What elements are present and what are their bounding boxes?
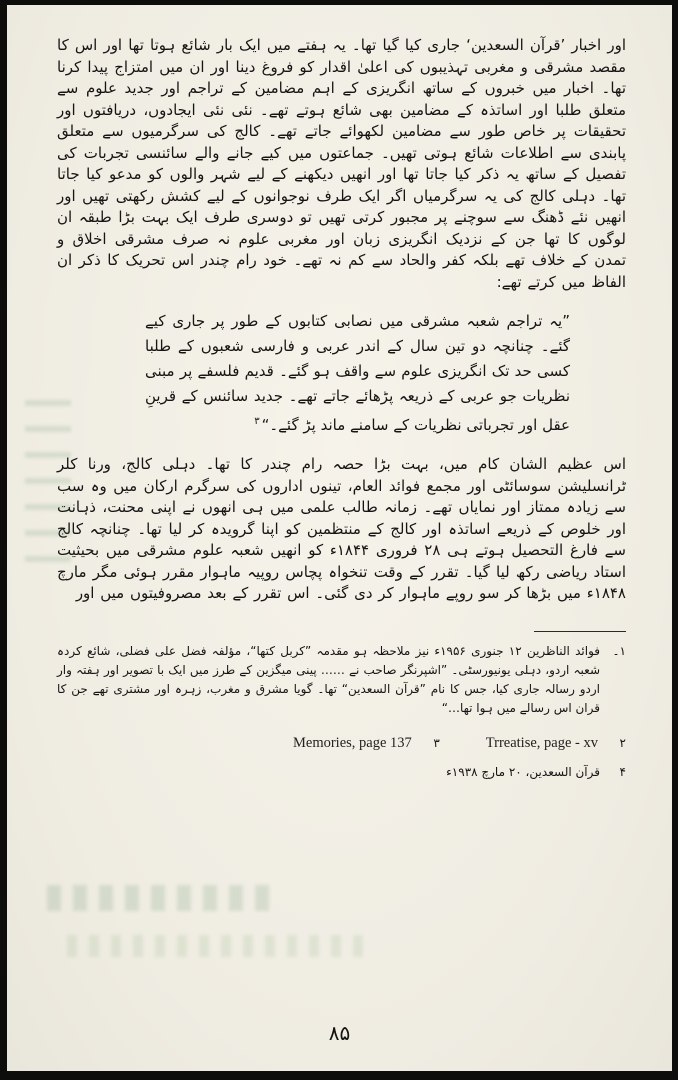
footnote-2-text: Trreatise, page - xv [485, 734, 598, 751]
footnote-2-marker: ۲ [619, 735, 626, 750]
show-through-artifact [67, 935, 367, 957]
page-number: ۸۵ [328, 1021, 351, 1045]
footnote-reference: ۳ [254, 416, 260, 427]
footnote-1-marker: ۱۔ [612, 643, 626, 658]
book-page [7, 5, 672, 1071]
block-quote [145, 309, 570, 438]
footnote-1 [57, 642, 626, 718]
footnote-4 [57, 763, 626, 782]
block-quote-text: ”یہ تراجم شعبہ مشرقی میں نصابی کتابوں کے طور پر جاری کیے گئے۔ چنانچہ دو تین سال کے اندر عربی و فارسی شعبوں کے طلبا کسی حد تک انگریزی علوم سے واقف ہو گئے۔ قدیم فلسفے پر مبنی نظریات جو عربی کے ذریعہ پڑھائے جاتے تھے۔ جدید سائنس کے قرینِ عقل اور تجرباتی نظریات کے سامنے ماند پڑ گئے۔“ [145, 312, 570, 434]
footnotes-section [57, 642, 626, 782]
footnote-row-2-3 [57, 734, 626, 753]
footnote-3 [293, 734, 440, 753]
footnote-3-text: Memories, page 137 [292, 734, 412, 751]
footnote-4-text: قرآن السعدین، ۲۰ مارچ ۱۹۳۸ء [446, 764, 600, 779]
body-text [57, 35, 626, 605]
body-paragraph-2: اس عظیم الشان کام میں، بہت بڑا حصہ رام چندر کا تھا۔ دہلی کالج، ورنا کلر ٹرانسلیشن سوسائٹی اور مجمع فوائد العام، تینوں اداروں کی سرگرم ارکان میں وہ سب سے زیادہ ممتاز اور نمایاں تھے۔ زمانہ طالب علمی میں ہی انھوں نے اپنی محنت، ذہانت اور خلوص کے ذریعے اساتذہ اور کالج کے منتظمین کو اپنا گرویدہ کر لیا تھا۔ چنانچہ کالج سے فارغ التحصیل ہوتے ہی ۲۸ فروری ۱۸۴۴ء کو انھیں شعبہ علوم مشرقی میں بحیثیت استاد ریاضی رکھ لیا گیا۔ تقرر کے وقت تنخواہ پچاس روپیہ ماہوار مقرر ہوئی مگر مارچ ۱۸۴۸ء میں بڑھا کر سو روپے ماہوار کر دی گئی۔ اس تقرر کے بعد مصروفیتوں میں اور [57, 455, 626, 602]
footnote-3-marker: ۳ [433, 735, 440, 750]
footnote-2 [486, 734, 626, 753]
footnote-4-marker: ۴ [619, 764, 626, 779]
footnote-separator [534, 631, 626, 632]
body-paragraph-1: اور اخبار ’قرآن السعدین‘ جاری کیا گیا تھا۔ یہ ہفتے میں ایک بار شائع ہوتا تھا اور اس کا مقصد مشرقی و مغربی تہذیبوں کی اعلیٰ اقدار کو فروغ دینا اور ان میں امتزاج پیدا کرنا تھا۔ اخبار میں خبروں کے ساتھ انگریزی کے اہم مضامین کے تراجم اور جدید علوم سے متعلق طلبا اور اساتذہ کے مضامین بھی شائع ہوتے تھے۔ نئی نئی ایجادوں، دریافتوں اور تحقیقات پر خاص طور سے مضامین لکھوائے جاتے تھے۔ کالج کی سرگرمیوں سے متعلق پابندی سے اطلاعات شائع ہوتی تھیں۔ جماعتوں میں کیے جانے والے سائنسی تجربات کی تفصیل کے ساتھ یہ ذکر کیا جاتا تھا اور انھیں دیکھنے کے لیے شہر والوں کو مدعو کیا جاتا تھا۔ دہلی کالج کی یہ سرگرمیاں اگر ایک طرف نوجوانوں کے لیے کشش رکھتی تھیں اور انھیں نئے ڈھنگ سے سوچنے پر مجبور کرتی تھیں تو دوسری طرف ایک بہت بڑا طبقہ ان لوگوں کا تھا جن کے نزدیک انگریزی زبان اور مغربی علوم نہ صرف مشرقی اخلاق و تمدن کے خلاف تھے بلکہ کفر والحاد سے کم نہ تھے۔ خود رام چندر اس تحریک کا ذکر ان الفاظ میں کرتے تھے: [57, 36, 626, 291]
show-through-artifact [47, 885, 277, 911]
footnote-1-text: فوائد الناظرین ۱۲ جنوری ۱۹۵۶ء نیز ملاحظہ ہو مقدمہ ”کربل کتھا“، مؤلفہ فضل علی فضلی، شائع کردہ شعبہ اردو، دہلی یونیورسٹی۔ ”اشپرنگر صاحب نے …… پینی میگزین کے طرز میں ایک با تصویر اور ہفتہ وار اردو رسالہ جاری کیا، جس کا نام ”قرآن السعدین“ تھا۔ گویا مشرق و مغرب، زہرہ اور مشتری تھے جن کا قران اس رسالے میں ہوا تھا…“ [57, 643, 601, 715]
